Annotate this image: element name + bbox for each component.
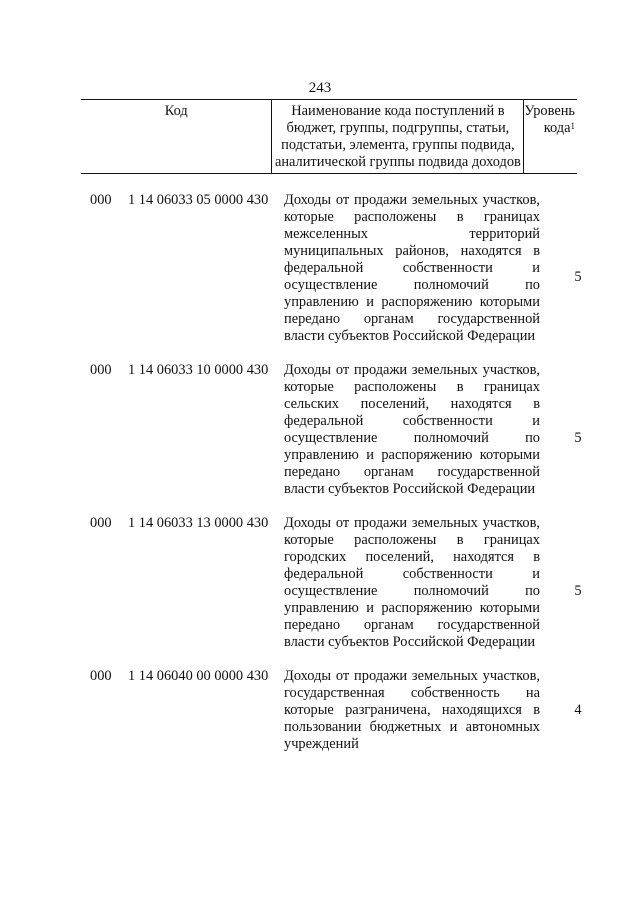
row-description: Доходы от продажи земельных участков, которые расположены в границах межселенных территорий муниципальных районов, находятся в федеральной собственности и осуществление полномочий по управлению и распоряжению которыми передано органам государственной власти субъектов Российской Федерации xyxy=(284,192,540,344)
row-description: Доходы от продажи земельных участков, которые расположены в границах сельских поселений, находятся в федеральной собственности и осуществление полномочий по управлению и распоряжению которыми передано органам государственной власти субъектов Российской Федерации xyxy=(284,362,540,497)
row-code: 1 14 06033 13 0000 430 xyxy=(128,515,269,531)
row-level: 5 xyxy=(574,430,582,446)
column-header-name: Наименование кода поступлений в бюджет, группы, подгруппы, статьи, подстатьи, элемента, группы подвида, аналитической группы подвида доходов xyxy=(272,100,524,174)
row-prefix: 000 xyxy=(90,668,112,684)
column-header-code: Код xyxy=(81,100,272,174)
row-description: Доходы от продажи земельных участков, которые расположены в границах городских поселений, находятся в федеральной собственности и осуществление полномочий по управлению и распоряжению которыми передано органам государственной власти субъектов Российской Федерации xyxy=(284,515,540,650)
table-header xyxy=(81,99,577,174)
column-header-level: Уровень кода$^1$ xyxy=(524,100,577,174)
footnote-marker: 1 xyxy=(570,121,575,131)
row-level: 5 xyxy=(574,269,582,285)
row-code: 1 14 06033 10 0000 430 xyxy=(128,362,269,378)
row-level: 5 xyxy=(574,583,582,599)
row-prefix: 000 xyxy=(90,362,112,378)
row-description: Доходы от продажи земельных участков, государственная собственность на которые разграничена, находящихся в пользовании бюджетных и автономных учреждений xyxy=(284,668,540,752)
row-prefix: 000 xyxy=(90,192,112,208)
row-prefix: 000 xyxy=(90,515,112,531)
row-code: 1 14 06033 05 0000 430 xyxy=(128,192,269,208)
row-code: 1 14 06040 00 0000 430 xyxy=(128,668,269,684)
row-level: 4 xyxy=(574,702,582,718)
page-number: 243 xyxy=(308,80,332,96)
